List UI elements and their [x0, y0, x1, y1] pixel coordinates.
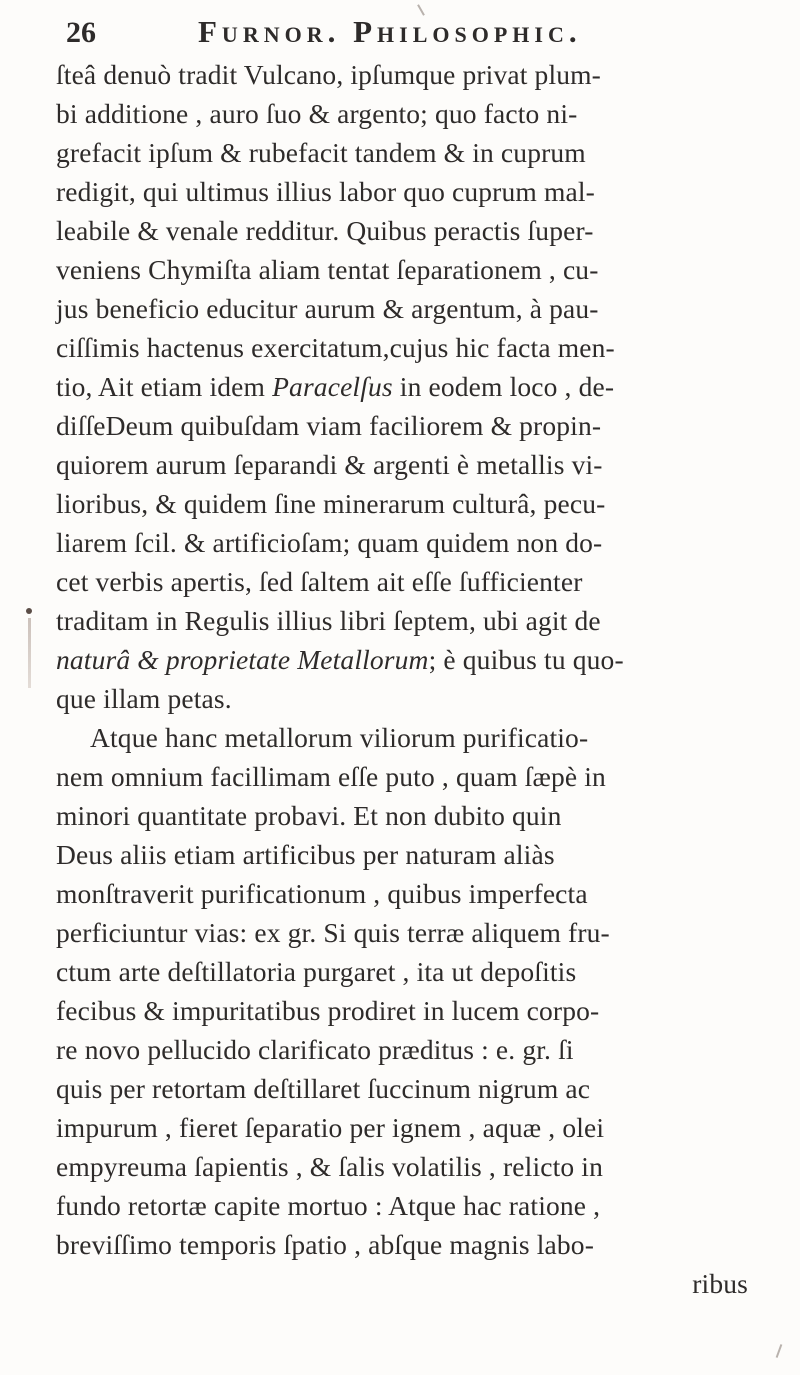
text-line: quiorem aurum ſeparandi & argenti è metallis vi-: [56, 449, 603, 480]
catchword: ribus: [692, 1268, 748, 1299]
text-line: fundo retortæ capite mortuo : Atque hac ratione ,: [56, 1190, 601, 1221]
text-line: ciſſimis hactenus exercitatum,cujus hic facta men-: [56, 332, 615, 363]
text-line: Deus aliis etiam artificibus per naturam aliàs: [56, 839, 555, 870]
page-number: 26: [66, 16, 96, 49]
text-line: traditam in Regulis illius libri ſeptem, ubi agit de: [56, 605, 601, 636]
text-line: impurum , fieret ſeparatio per ignem , aquæ , olei: [56, 1112, 605, 1143]
text-line: leabile & venale redditur. Quibus peractis ſuper-: [56, 215, 594, 246]
text-line: cet verbis apertis, ſed ſaltem ait eſſe ſufficienter: [56, 566, 583, 597]
text-segment: tio, Ait etiam idem: [56, 371, 273, 402]
text-line: nem omnium facillimam eſſe puto , quam ſæpè in: [56, 761, 606, 792]
text-line: jus beneficio educitur aurum & argentum, à pau-: [56, 293, 599, 324]
text-line: monſtraverit purificationum , quibus imperfecta: [56, 878, 588, 909]
text-line: empyreuma ſapientis , & ſalis volatilis , relicto in: [56, 1151, 603, 1182]
italic-segment: naturâ & proprietate Metallorum: [56, 644, 429, 675]
text-line: breviſſimo temporis ſpatio , abſque magnis labo-: [56, 1229, 594, 1260]
running-head: [66, 14, 756, 54]
text-line: quis per retortam deſtillaret ſuccinum nigrum ac: [56, 1073, 591, 1104]
text-line: minori quantitate probavi. Et non dubito quin: [56, 800, 562, 831]
margin-mark-dot: [26, 608, 32, 614]
text-line: bi additione , auro ſuo & argento; quo facto ni-: [56, 98, 578, 129]
text-line: que illam petas.: [56, 683, 232, 714]
text-line: grefacit ipſum & rubefacit tandem & in cuprum: [56, 137, 586, 168]
text-line: ſteâ denuò tradit Vulcano, ipſumque privat plum-: [56, 59, 601, 90]
text-line: [56, 640, 796, 679]
text-line: [56, 367, 796, 406]
text-line: redigit, qui ultimus illius labor quo cuprum mal-: [56, 176, 595, 207]
text-line: re novo pellucido clarificato præditus : e. gr. ſi: [56, 1034, 574, 1065]
text-line: Atque hanc metallorum viliorum purificatio-: [90, 722, 589, 753]
text-line: perficiuntur vias: ex gr. Si quis terræ aliquem fru-: [56, 917, 610, 948]
margin-mark-stroke: [28, 618, 31, 688]
running-title: Furnor. Philosophic.: [198, 14, 582, 49]
text-line: fecibus & impuritatibus prodiret in lucem corpo-: [56, 995, 600, 1026]
text-line: lioribus, & quidem ſine minerarum culturâ, pecu-: [56, 488, 606, 519]
text-line: ctum arte deſtillatoria purgaret , ita ut depoſitis: [56, 956, 577, 987]
italic-segment: Paracelſus: [272, 371, 393, 402]
text-line: veniens Chymiſta aliam tentat ſeparationem , cu-: [56, 254, 599, 285]
stray-mark: [776, 1344, 783, 1358]
body-text: [56, 55, 796, 1303]
text-segment: ; è quibus tu quo-: [428, 644, 624, 675]
text-line: liarem ſcil. & artificioſam; quam quidem non do-: [56, 527, 603, 558]
text-segment: in eodem loco , de-: [392, 371, 615, 402]
text-line: diſſeDeum quibuſdam viam faciliorem & propin-: [56, 410, 602, 441]
